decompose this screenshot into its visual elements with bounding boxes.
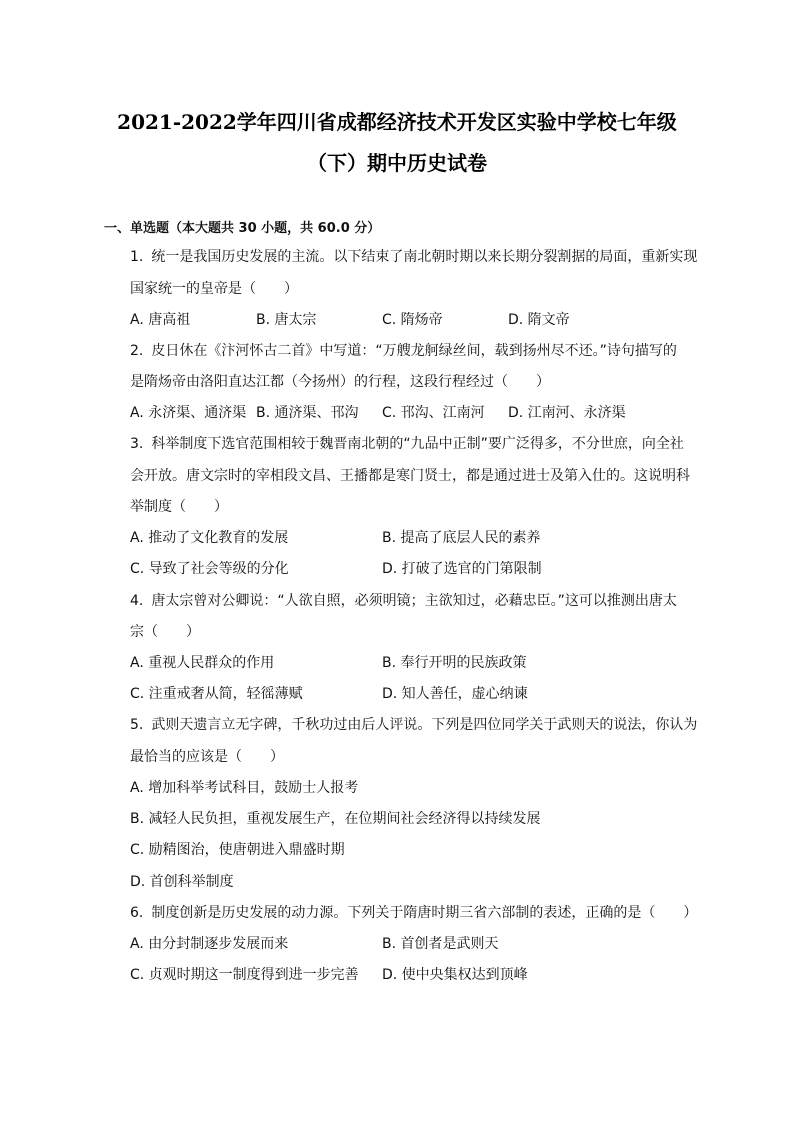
question-2-option-c[interactable]: C. 邗沟、江南河 [382,405,485,421]
question-number: 6. [130,905,144,921]
question-1-option-a[interactable]: A. 唐高祖 [130,312,191,328]
question-number: 2. [130,343,144,359]
question-3-line-2: 会开放。唐文宗时的宰相段文昌、王播都是寒门贤士，都是通过进士及第入仕的。这说明科 [130,468,690,484]
question-6-option-c[interactable]: C. 贞观时期这一制度得到进一步完善 [130,967,359,983]
question-4-option-a[interactable]: A. 重视人民群众的作用 [130,655,275,671]
question-6-line-1 [130,904,697,922]
question-6-option-a[interactable]: A. 由分封制逐步发展而来 [130,936,289,952]
question-2-option-d[interactable]: D. 江南河、永济渠 [508,405,626,421]
question-5-option-a[interactable]: A. 增加科举考试科目，鼓励士人报考 [130,780,359,796]
question-number: 5. [130,717,144,733]
question-1-option-c[interactable]: C. 隋炀帝 [382,312,443,328]
question-number: 1. [130,249,144,265]
question-1-option-b[interactable]: B. 唐太宗 [256,312,317,328]
question-text: 武则天遗言立无字碑，千秋功过由后人评说。下列是四位同学关于武则天的说法，你认为 [151,717,698,733]
question-6-option-d[interactable]: D. 使中央集权达到顶峰 [382,967,528,983]
question-4-option-b[interactable]: B. 奉行开明的民族政策 [382,655,527,671]
question-3-option-d[interactable]: D. 打破了选官的门第限制 [382,561,542,577]
exam-title-line2: （下）期中历史试卷 [307,151,487,175]
question-3-line-3: 举制度（ ） [130,499,228,515]
question-6-option-b[interactable]: B. 首创者是武则天 [382,936,499,952]
question-text: 科举制度下选官范围相较于魏晋南北朝的“九品中正制”要广泛得多，不分世庶，向全社 [151,436,684,452]
question-3-option-a[interactable]: A. 推动了文化教育的发展 [130,530,289,546]
question-1-line-1 [130,248,697,266]
question-text: 制度创新是历史发展的动力源。下列关于隋唐时期三省六部制的表述，正确的是（ ） [151,905,698,921]
question-4-line-2: 宗（ ） [130,624,200,640]
question-5-option-c[interactable]: C. 励精图治，使唐朝进入鼎盛时期 [130,842,345,858]
question-4-option-c[interactable]: C. 注重戒奢从简，轻徭薄赋 [130,686,303,702]
question-1-option-d[interactable]: D. 隋文帝 [508,312,570,328]
question-2-option-a[interactable]: A. 永济渠、通济渠 [130,405,247,421]
question-5-option-b[interactable]: B. 减轻人民负担，重视发展生产，在位期间社会经济得以持续发展 [130,811,541,827]
question-1-line-2: 国家统一的皇帝是（ ） [130,281,298,297]
question-text: 统一是我国历史发展的主流。以下结束了南北朝时期以来长期分裂割据的局面，重新实现 [151,249,698,265]
question-5-line-2: 最恰当的应该是（ ） [130,749,284,765]
question-5-option-d[interactable]: D. 首创科举制度 [130,874,234,890]
question-3-option-b[interactable]: B. 提高了底层人民的素养 [382,530,541,546]
question-3-line-1 [130,435,684,453]
question-5-line-1 [130,716,697,734]
question-2-line-2: 是隋炀帝由洛阳直达江都（今扬州）的行程，这段行程经过（ ） [130,374,550,390]
question-2-option-b[interactable]: B. 通济渠、邗沟 [256,405,359,421]
question-4-option-d[interactable]: D. 知人善任，虚心纳谏 [382,686,528,702]
question-number: 4. [130,593,144,609]
question-2-line-1 [130,342,677,360]
question-3-option-c[interactable]: C. 导致了社会等级的分化 [130,561,289,577]
section-heading: 一、单选题（本大题共 30 小题，共 60.0 分） [104,221,381,236]
question-text: 唐太宗曾对公卿说：“人欲自照，必须明镜；主欲知过，必藉忠臣。”这可以推测出唐太 [151,593,677,609]
question-number: 3. [130,436,144,452]
question-text: 皮日休在《汴河怀古二首》中写道：“万艘龙舸绿丝间，载到扬州尽不还。”诗句描写的 [151,343,677,359]
exam-title-line1: 2021-2022学年四川省成都经济技术开发区实验中学校七年级 [117,110,677,134]
question-4-line-1 [130,592,677,610]
